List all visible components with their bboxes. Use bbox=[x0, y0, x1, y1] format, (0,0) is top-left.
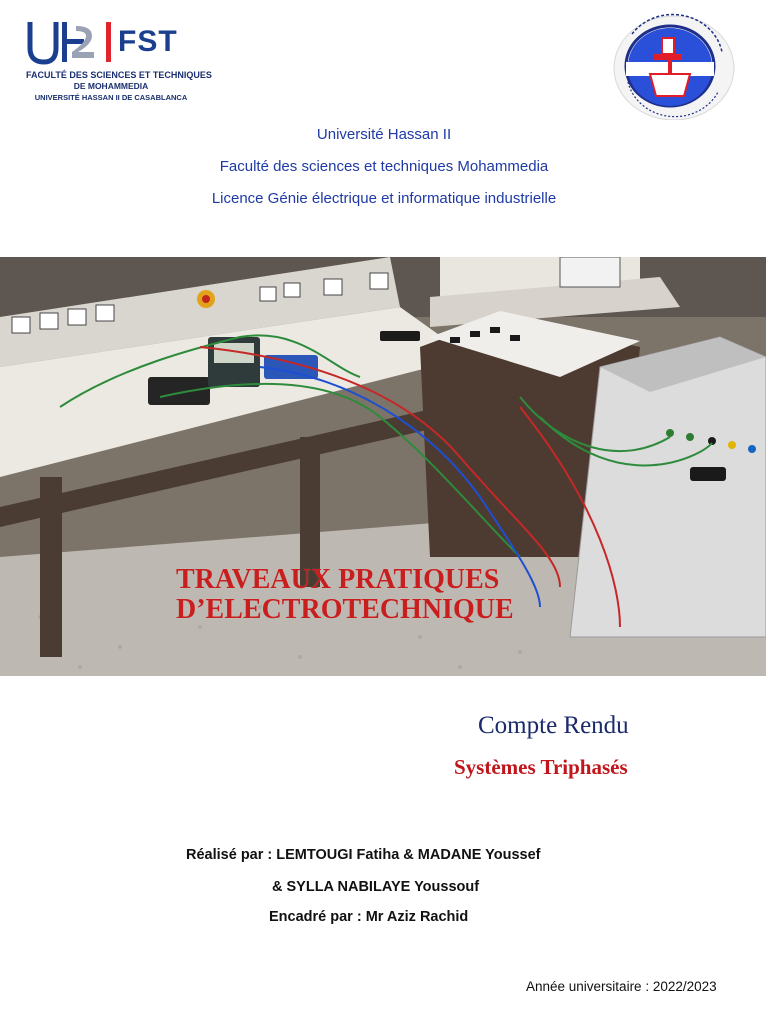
faculty-caption-line: DE MOHAMMEDIA bbox=[73, 81, 149, 91]
report-subject: Systèmes Triphasés bbox=[454, 755, 628, 779]
cover-title bbox=[176, 565, 514, 625]
fst-logo bbox=[26, 18, 212, 108]
faculty-caption bbox=[26, 70, 212, 103]
cover-title-line: TRAVEAUX PRATIQUES bbox=[176, 564, 500, 595]
report-type: Compte Rendu bbox=[478, 712, 629, 739]
seal-icon bbox=[610, 12, 738, 120]
academic-year: Année universitaire : 2022/2023 bbox=[526, 979, 717, 994]
supervisor-line: Encadré par : Mr Aziz Rachid bbox=[269, 909, 469, 925]
institution-block bbox=[0, 122, 768, 218]
university-name: Université Hassan II bbox=[316, 126, 452, 143]
faculty-name: Faculté des sciences et techniques Mohammedia bbox=[219, 158, 549, 175]
faculty-caption-line: FACULTÉ DES SCIENCES ET TECHNIQUES bbox=[26, 70, 212, 80]
fst-brand: FST bbox=[118, 25, 178, 58]
fst-divider bbox=[106, 22, 111, 62]
uh2c-logo-mark bbox=[26, 18, 98, 68]
authors-line: Réalisé par : LEMTOUGI Fatiha & MADANE Youssef bbox=[186, 847, 541, 863]
program-name: Licence Génie électrique et informatique industrielle bbox=[211, 190, 557, 207]
cover-title-line: D’ELECTROTECHNIQUE bbox=[176, 594, 514, 625]
authors-line-continued: & SYLLA NABILAYE Youssouf bbox=[272, 879, 480, 895]
faculty-caption-line: UNIVERSITÉ HASSAN II DE CASABLANCA bbox=[34, 93, 188, 102]
fst-mohammedia-seal bbox=[610, 12, 738, 120]
